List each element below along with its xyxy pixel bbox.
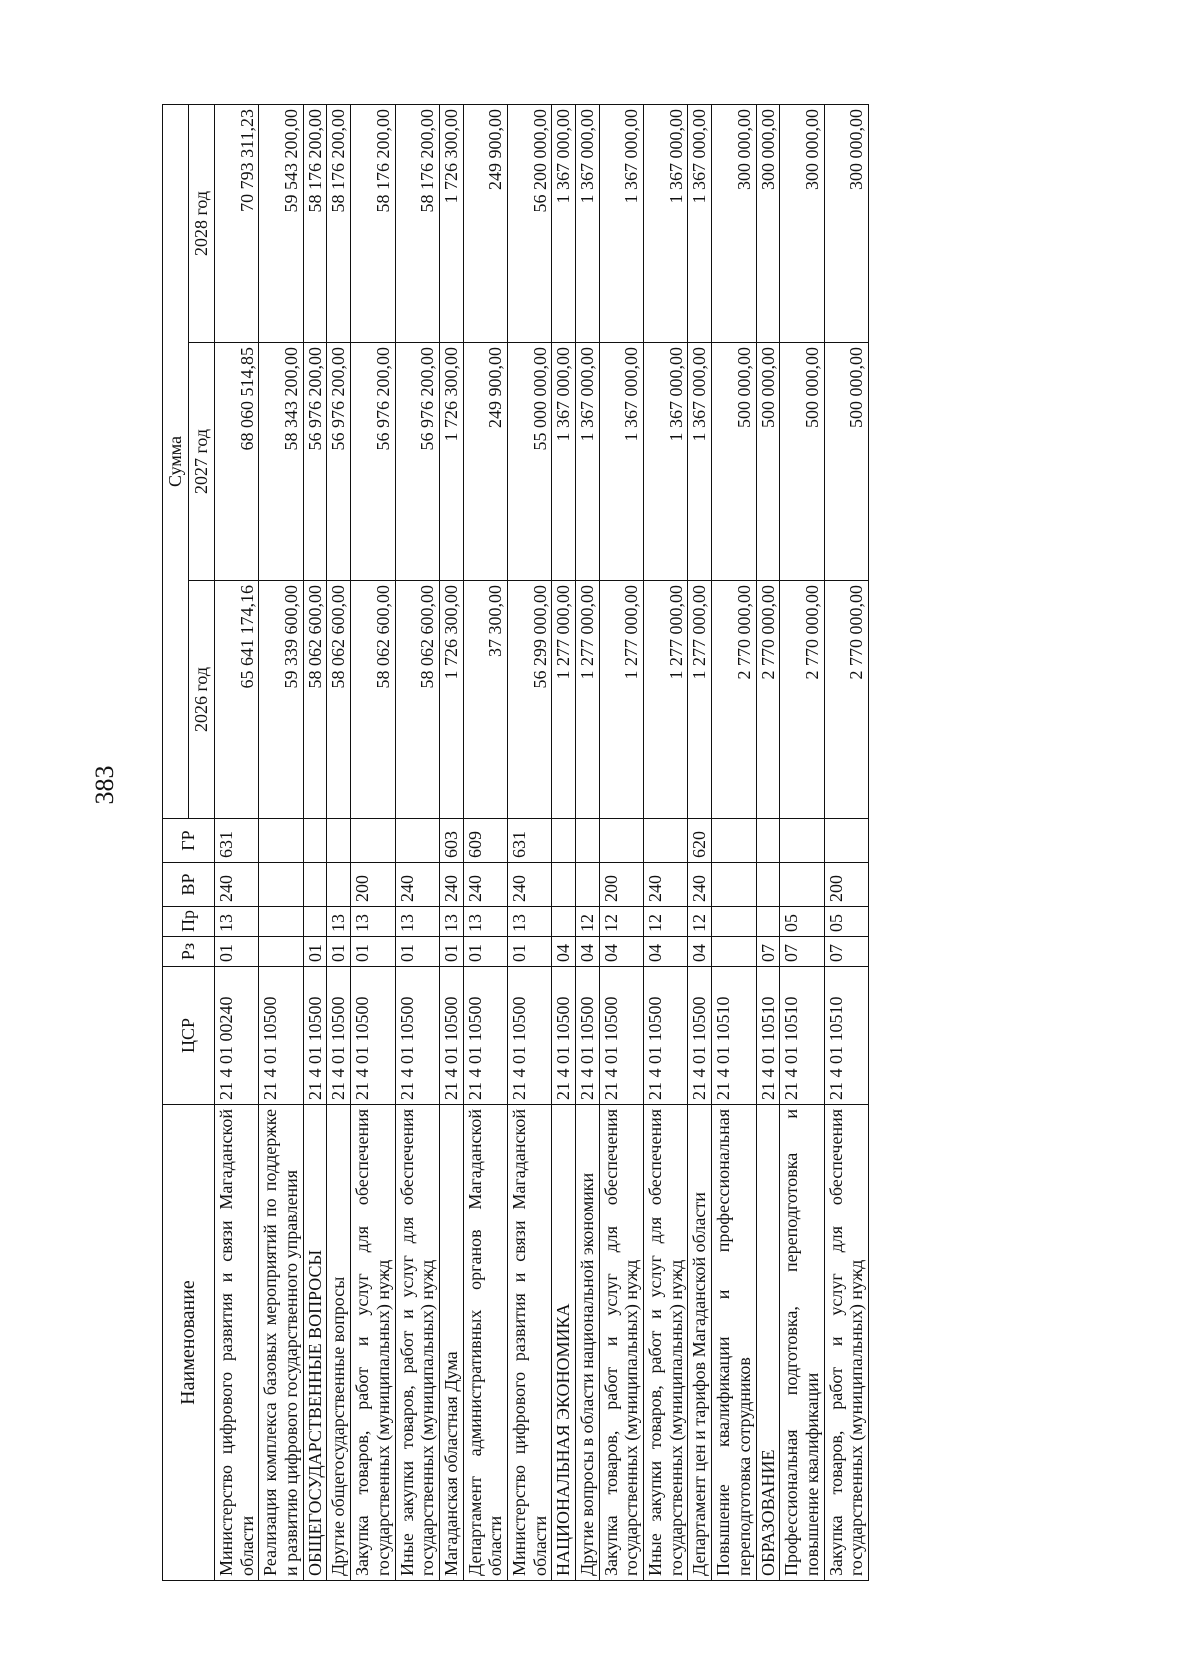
row-gr — [712, 819, 756, 863]
row-vr: 240 — [507, 863, 551, 907]
row-name: Закупка товаров, работ и услуг для обеспечения государственных (муниципальных) нужд — [351, 1105, 395, 1581]
row-sum-2028: 1 367 000,00 — [688, 104, 712, 342]
header-2026: 2026 год — [189, 581, 215, 819]
row-sum-2028: 300 000,00 — [756, 104, 780, 342]
table-row — [215, 104, 259, 1580]
header-2027: 2027 год — [189, 343, 215, 581]
header-2028: 2028 год — [189, 104, 215, 342]
row-csr: 21 4 01 10500 — [688, 967, 712, 1105]
row-sum-2028: 1 726 300,00 — [439, 104, 463, 342]
row-name: Магаданская областная Дума — [439, 1105, 463, 1581]
row-sum-2026: 1 277 000,00 — [644, 581, 688, 819]
row-sum-2027: 56 976 200,00 — [395, 343, 439, 581]
row-gr: 631 — [507, 819, 551, 863]
row-sum-2026: 59 339 600,00 — [259, 581, 303, 819]
row-sum-2028: 58 176 200,00 — [395, 104, 439, 342]
row-name: Другие вопросы в области национальной экономики — [576, 1105, 600, 1581]
header-csr: ЦСР — [163, 967, 215, 1105]
row-vr — [780, 863, 824, 907]
row-csr: 21 4 01 10500 — [259, 967, 303, 1105]
row-csr: 21 4 01 10510 — [756, 967, 780, 1105]
table-row — [303, 104, 327, 1580]
table-row — [576, 104, 600, 1580]
row-vr: 200 — [824, 863, 868, 907]
row-pr: 13 — [439, 907, 463, 937]
table-row — [599, 104, 643, 1580]
table-row — [351, 104, 395, 1580]
row-sum-2026: 1 277 000,00 — [688, 581, 712, 819]
row-csr: 21 4 01 10510 — [712, 967, 756, 1105]
row-sum-2028: 300 000,00 — [712, 104, 756, 342]
table-row — [327, 104, 351, 1580]
row-csr: 21 4 01 00240 — [215, 967, 259, 1105]
row-rz — [259, 937, 303, 967]
row-gr — [303, 819, 327, 863]
row-rz: 01 — [439, 937, 463, 967]
row-vr — [303, 863, 327, 907]
row-sum-2028: 300 000,00 — [780, 104, 824, 342]
row-sum-2028: 58 176 200,00 — [351, 104, 395, 342]
table-row — [439, 104, 463, 1580]
row-name: ОБЩЕГОСУДАРСТВЕННЫЕ ВОПРОСЫ — [303, 1105, 327, 1581]
row-sum-2027: 500 000,00 — [712, 343, 756, 581]
row-vr: 240 — [463, 863, 507, 907]
row-name: Департамент административных органов Магаданской области — [463, 1105, 507, 1581]
row-sum-2026: 1 726 300,00 — [439, 581, 463, 819]
row-name: Закупка товаров, работ и услуг для обеспечения государственных (муниципальных) нужд — [824, 1105, 868, 1581]
row-csr: 21 4 01 10510 — [780, 967, 824, 1105]
row-vr — [576, 863, 600, 907]
row-name: Профессиональная подготовка, переподготовка и повышение квалификации — [780, 1105, 824, 1581]
row-csr: 21 4 01 10500 — [644, 967, 688, 1105]
table-row — [824, 104, 868, 1580]
row-rz: 01 — [395, 937, 439, 967]
row-sum-2027: 55 000 000,00 — [507, 343, 551, 581]
row-sum-2027: 56 976 200,00 — [327, 343, 351, 581]
row-name: Реализация комплекса базовых мероприятий по поддержке и развитию цифрового государственного управления — [259, 1105, 303, 1581]
row-name: Министерство цифрового развития и связи Магаданской области — [215, 1105, 259, 1581]
row-pr — [712, 907, 756, 937]
row-sum-2027: 56 976 200,00 — [351, 343, 395, 581]
row-pr — [259, 907, 303, 937]
row-pr: 05 — [824, 907, 868, 937]
row-rz: 07 — [824, 937, 868, 967]
row-name: Повышение квалификации и профессиональная переподготовка сотрудников — [712, 1105, 756, 1581]
row-rz: 01 — [327, 937, 351, 967]
row-sum-2028: 70 793 311,23 — [215, 104, 259, 342]
row-gr — [824, 819, 868, 863]
row-pr: 05 — [780, 907, 824, 937]
row-sum-2027: 1 367 000,00 — [599, 343, 643, 581]
header-sum: Сумма — [163, 104, 189, 818]
row-vr: 200 — [599, 863, 643, 907]
table-row — [395, 104, 439, 1580]
row-csr: 21 4 01 10500 — [507, 967, 551, 1105]
row-pr: 13 — [507, 907, 551, 937]
row-gr — [599, 819, 643, 863]
row-vr — [259, 863, 303, 907]
row-sum-2027: 1 367 000,00 — [688, 343, 712, 581]
table-row — [463, 104, 507, 1580]
row-rz: 01 — [215, 937, 259, 967]
row-vr — [327, 863, 351, 907]
row-csr: 21 4 01 10500 — [576, 967, 600, 1105]
row-name: НАЦИОНАЛЬНАЯ ЭКОНОМИКА — [552, 1105, 576, 1581]
row-sum-2026: 56 299 000,00 — [507, 581, 551, 819]
row-sum-2027: 500 000,00 — [780, 343, 824, 581]
row-pr: 12 — [644, 907, 688, 937]
row-sum-2026: 58 062 600,00 — [327, 581, 351, 819]
row-sum-2026: 37 300,00 — [463, 581, 507, 819]
row-pr: 12 — [688, 907, 712, 937]
row-rz: 01 — [507, 937, 551, 967]
table-row — [756, 104, 780, 1580]
row-sum-2027: 58 343 200,00 — [259, 343, 303, 581]
table-row — [552, 104, 576, 1580]
row-pr: 13 — [351, 907, 395, 937]
row-sum-2027: 68 060 514,85 — [215, 343, 259, 581]
table-row — [712, 104, 756, 1580]
row-sum-2028: 58 176 200,00 — [303, 104, 327, 342]
header-name: Наименование — [163, 1105, 215, 1581]
row-pr: 13 — [395, 907, 439, 937]
row-sum-2026: 2 770 000,00 — [780, 581, 824, 819]
table-row — [507, 104, 551, 1580]
row-sum-2026: 58 062 600,00 — [395, 581, 439, 819]
row-pr — [303, 907, 327, 937]
row-rz: 07 — [780, 937, 824, 967]
row-vr: 240 — [644, 863, 688, 907]
row-csr: 21 4 01 10500 — [395, 967, 439, 1105]
row-sum-2028: 1 367 000,00 — [552, 104, 576, 342]
row-gr: 603 — [439, 819, 463, 863]
row-gr — [351, 819, 395, 863]
row-sum-2026: 2 770 000,00 — [712, 581, 756, 819]
row-pr — [756, 907, 780, 937]
row-csr: 21 4 01 10500 — [303, 967, 327, 1105]
row-sum-2028: 249 900,00 — [463, 104, 507, 342]
row-sum-2027: 1 367 000,00 — [576, 343, 600, 581]
row-vr: 240 — [688, 863, 712, 907]
row-sum-2026: 1 277 000,00 — [576, 581, 600, 819]
row-sum-2026: 1 277 000,00 — [552, 581, 576, 819]
header-pr: Пр — [163, 907, 215, 937]
row-rz: 01 — [463, 937, 507, 967]
row-sum-2028: 1 367 000,00 — [576, 104, 600, 342]
row-gr: 609 — [463, 819, 507, 863]
row-sum-2026: 2 770 000,00 — [756, 581, 780, 819]
row-gr: 631 — [215, 819, 259, 863]
row-gr: 620 — [688, 819, 712, 863]
row-vr: 240 — [215, 863, 259, 907]
table-row — [259, 104, 303, 1580]
row-csr: 21 4 01 10500 — [599, 967, 643, 1105]
row-sum-2028: 1 367 000,00 — [644, 104, 688, 342]
row-rz: 07 — [756, 937, 780, 967]
row-rz: 04 — [552, 937, 576, 967]
row-sum-2027: 56 976 200,00 — [303, 343, 327, 581]
row-pr: 13 — [215, 907, 259, 937]
row-pr: 12 — [599, 907, 643, 937]
row-csr: 21 4 01 10500 — [463, 967, 507, 1105]
row-gr — [780, 819, 824, 863]
table-row — [780, 104, 824, 1580]
row-gr — [576, 819, 600, 863]
row-sum-2028: 56 200 000,00 — [507, 104, 551, 342]
rotated-table-container — [162, 105, 1062, 1581]
row-pr: 13 — [463, 907, 507, 937]
table-row — [644, 104, 688, 1580]
row-pr: 12 — [576, 907, 600, 937]
row-name: Иные закупки товаров, работ и услуг для обеспечения государственных (муниципальных) нужд — [395, 1105, 439, 1581]
row-vr: 240 — [395, 863, 439, 907]
row-name: Закупка товаров, работ и услуг для обеспечения государственных (муниципальных) нужд — [599, 1105, 643, 1581]
header-rz: Рз — [163, 937, 215, 967]
row-sum-2026: 1 277 000,00 — [599, 581, 643, 819]
row-csr: 21 4 01 10510 — [824, 967, 868, 1105]
row-name: ОБРАЗОВАНИЕ — [756, 1105, 780, 1581]
row-rz: 04 — [644, 937, 688, 967]
row-sum-2028: 59 543 200,00 — [259, 104, 303, 342]
row-sum-2027: 500 000,00 — [756, 343, 780, 581]
row-sum-2027: 500 000,00 — [824, 343, 868, 581]
row-sum-2027: 1 367 000,00 — [552, 343, 576, 581]
row-sum-2027: 1 367 000,00 — [644, 343, 688, 581]
row-sum-2026: 58 062 600,00 — [351, 581, 395, 819]
row-vr: 240 — [439, 863, 463, 907]
row-rz: 01 — [351, 937, 395, 967]
row-name: Департамент цен и тарифов Магаданской области — [688, 1105, 712, 1581]
row-gr — [644, 819, 688, 863]
row-csr: 21 4 01 10500 — [351, 967, 395, 1105]
row-vr — [552, 863, 576, 907]
budget-table — [162, 104, 869, 1581]
row-sum-2026: 65 641 174,16 — [215, 581, 259, 819]
row-sum-2026: 2 770 000,00 — [824, 581, 868, 819]
row-rz: 04 — [688, 937, 712, 967]
table-row — [688, 104, 712, 1580]
header-vr: ВР — [163, 863, 215, 907]
row-rz — [712, 937, 756, 967]
row-sum-2028: 58 176 200,00 — [327, 104, 351, 342]
row-pr: 13 — [327, 907, 351, 937]
row-sum-2027: 1 726 300,00 — [439, 343, 463, 581]
row-vr — [712, 863, 756, 907]
row-csr: 21 4 01 10500 — [552, 967, 576, 1105]
row-vr: 200 — [351, 863, 395, 907]
row-name: Министерство цифрового развития и связи Магаданской области — [507, 1105, 551, 1581]
row-sum-2028: 300 000,00 — [824, 104, 868, 342]
row-rz: 04 — [576, 937, 600, 967]
row-vr — [756, 863, 780, 907]
row-name: Иные закупки товаров, работ и услуг для обеспечения государственных (муниципальных) нужд — [644, 1105, 688, 1581]
row-csr: 21 4 01 10500 — [439, 967, 463, 1105]
header-gr: ГР — [163, 819, 215, 863]
row-pr — [552, 907, 576, 937]
row-rz: 01 — [303, 937, 327, 967]
row-name: Другие общегосударственные вопросы — [327, 1105, 351, 1581]
row-sum-2028: 1 367 000,00 — [599, 104, 643, 342]
row-gr — [395, 819, 439, 863]
row-rz: 04 — [599, 937, 643, 967]
row-gr — [756, 819, 780, 863]
row-gr — [259, 819, 303, 863]
row-gr — [327, 819, 351, 863]
page-number: 383 — [90, 765, 119, 805]
row-sum-2026: 58 062 600,00 — [303, 581, 327, 819]
row-sum-2027: 249 900,00 — [463, 343, 507, 581]
row-gr — [552, 819, 576, 863]
row-csr: 21 4 01 10500 — [327, 967, 351, 1105]
